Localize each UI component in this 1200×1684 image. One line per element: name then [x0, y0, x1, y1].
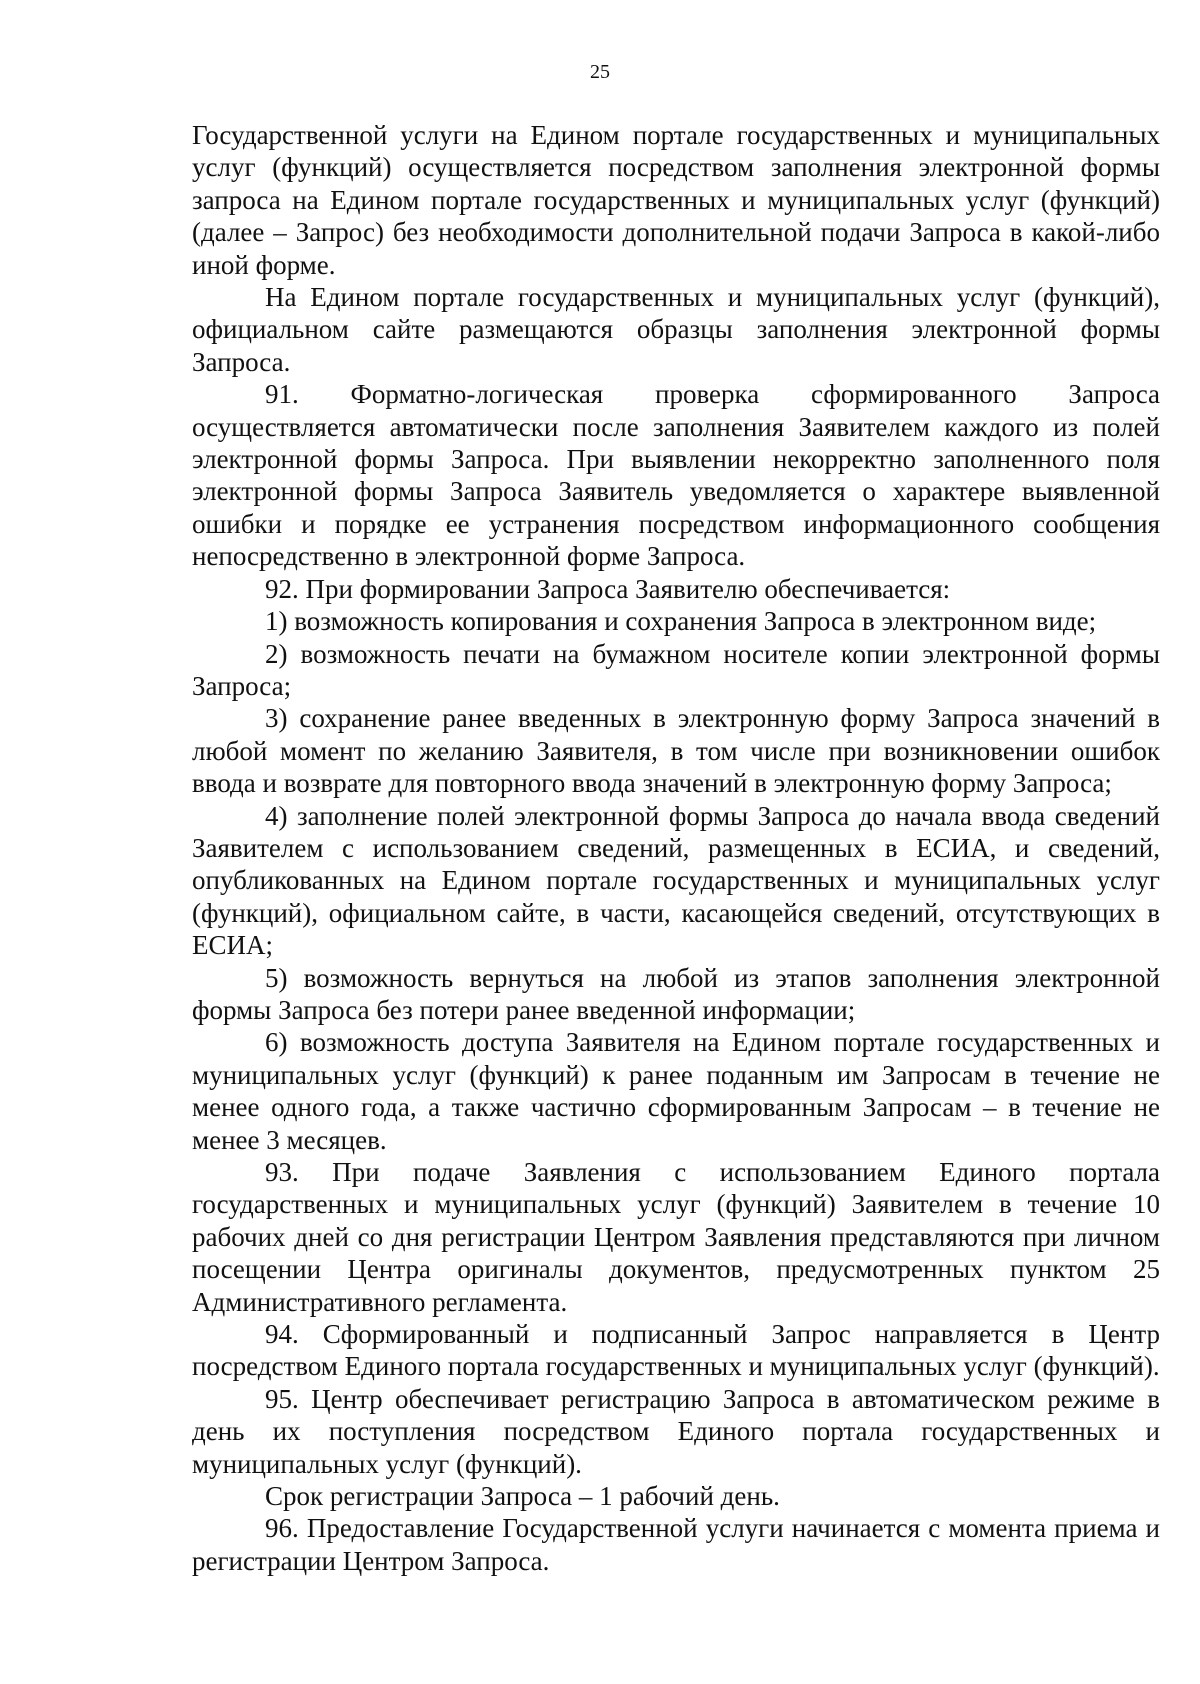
list-item: 6) возможность доступа Заявителя на Едином портале государственных и муниципальных услуг (функций) к ранее поданным им Запросам в течение не менее одного года, а также частично сформированным Запросам – в течение не менее 3 месяцев. — [192, 1027, 1160, 1155]
paragraph: Срок регистрации Запроса – 1 рабочий день. — [265, 1481, 780, 1512]
paragraph: На Едином портале государственных и муниципальных услуг (функций), официальном сайте размещаются образцы заполнения электронной формы Запроса. — [192, 282, 1160, 377]
paragraph-item-93: 93. При подаче Заявления с использованием Единого портала государственных и муниципальных услуг (функций) Заявителем в течение 10 рабочих дней со дня регистрации Центром Заявления представляются при личном посещении Центра оригиналы документов, предусмотренных пунктом 25 Административного регламента. — [192, 1157, 1160, 1317]
list-item: 5) возможность вернуться на любой из этапов заполнения электронной формы Запроса без потери ранее введенной информации; — [192, 962, 1160, 1025]
paragraph: Государственной услуги на Едином портале государственных и муниципальных услуг (функций) осуществляется посредством заполнения электронной формы запроса на Едином портале государственных и муниципальных услуг (функций) (далее – Запрос) без необходимости дополнительной подачи Запроса в какой-либо иной форме. — [192, 120, 1160, 280]
list-item: 1) возможность копирования и сохранения Запроса в электронном виде; — [265, 606, 1097, 637]
paragraph-item-96: 96. Предоставление Государственной услуги начинается с момента приема и регистрации Центром Запроса. — [192, 1513, 1160, 1576]
list-item: 4) заполнение полей электронной формы Запроса до начала ввода сведений Заявителем с использованием сведений, размещенных в ЕСИА, и сведений, опубликованных на Едином портале государственных и муниципальных услуг (функций), официальном сайте, в части, касающейся сведений, отсутствующих в ЕСИА; — [192, 800, 1160, 961]
page-number: 25 — [590, 61, 610, 83]
paragraph-item-91: 91. Форматно-логическая проверка сформированного Запроса осуществляется автоматически после заполнения Заявителем каждого из полей электронной формы Запроса. При выявлении некорректно заполненного поля электронной формы Запроса Заявитель уведомляется о характере выявленной ошибки и порядке ее устранения посредством информационного сообщения непосредственно в электронной форме Запроса. — [192, 379, 1160, 572]
paragraph-item-92: 92. При формировании Запроса Заявителю обеспечивается: — [265, 573, 951, 604]
list-item: 3) сохранение ранее введенных в электронную форму Запроса значений в любой момент по желанию Заявителя, в том числе при возникновении ошибок ввода и возврате для повторного ввода значений в электронную форму Запроса; — [192, 703, 1160, 799]
document-body — [192, 119, 1160, 1577]
list-item: 2) возможность печати на бумажном носителе копии электронной формы Запроса; — [192, 638, 1160, 701]
paragraph-item-95: 95. Центр обеспечивает регистрацию Запроса в автоматическом режиме в день их поступления посредством Единого портала государственных и муниципальных услуг (функций). — [192, 1383, 1160, 1479]
paragraph-item-94: 94. Сформированный и подписанный Запрос направляется в Центр посредством Единого портала государственных и муниципальных услуг (функций). — [192, 1319, 1160, 1382]
